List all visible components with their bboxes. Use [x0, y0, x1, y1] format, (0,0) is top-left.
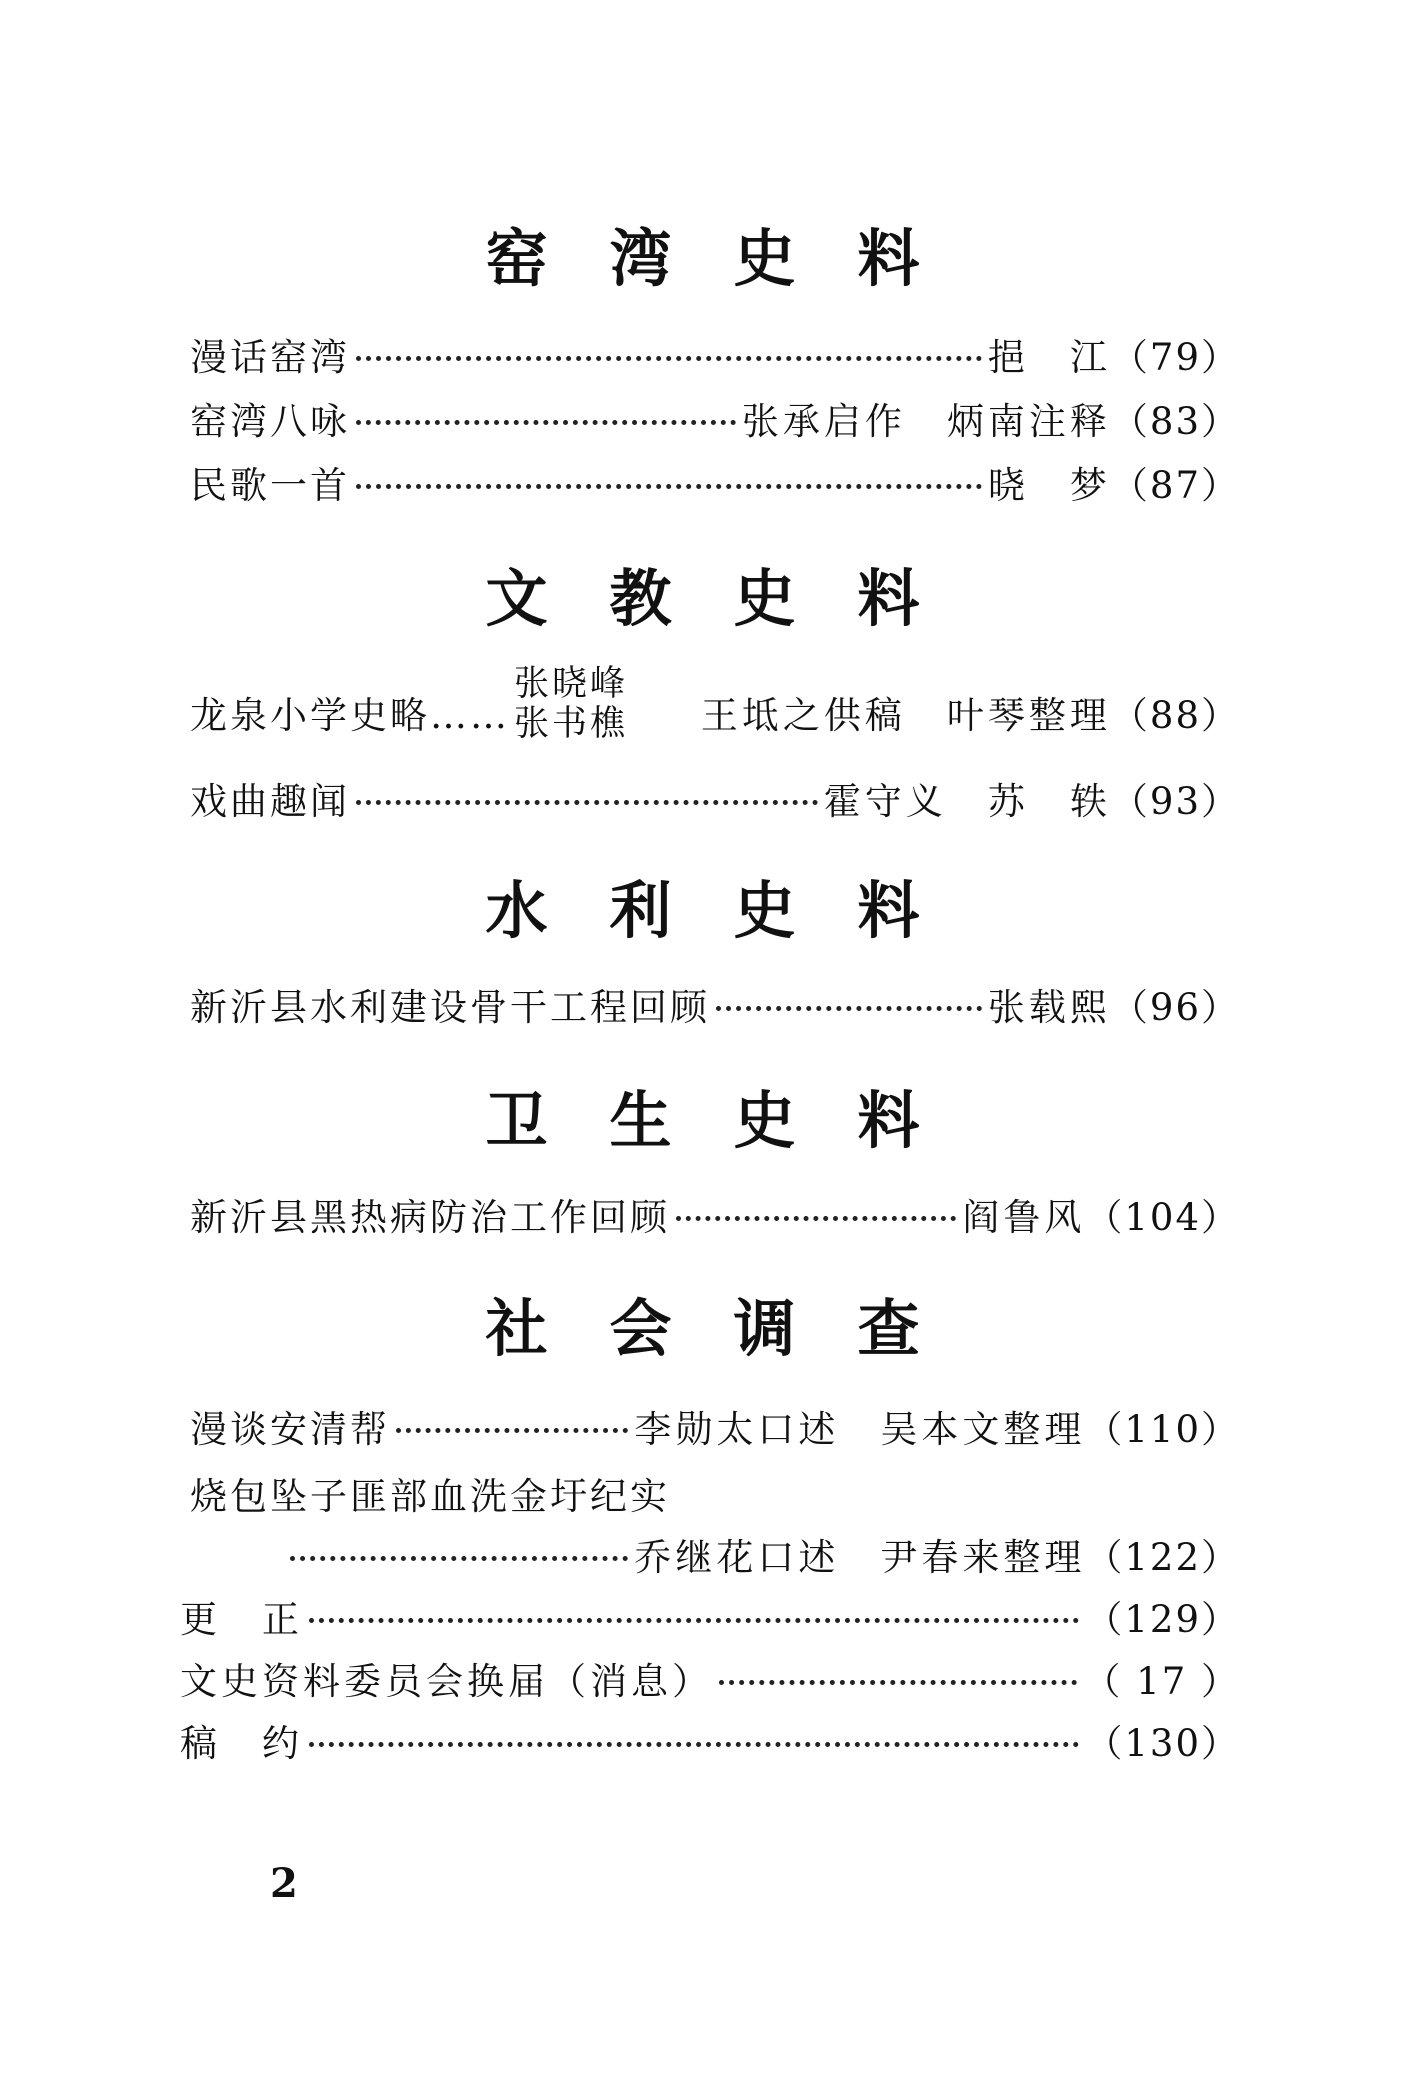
entry-title-multiline[interactable]: 烧包坠子匪部血洗金圩纪实	[190, 1475, 670, 1518]
toc-entry-continuation[interactable]	[290, 1528, 1240, 1580]
entry-title: 戏曲趣闻	[190, 780, 350, 823]
entry-author: 王坻之供稿 叶琴整理	[700, 694, 1111, 737]
entry-page: （129）	[1085, 1598, 1240, 1641]
toc-entry[interactable]	[190, 1400, 1240, 1452]
entry-title: 新沂县黑热病防治工作回顾	[190, 1196, 670, 1239]
section-heading-social-survey: 社会调查	[485, 1292, 982, 1365]
entry-author: 李勋太口述 吴本文整理	[634, 1408, 1086, 1451]
entry-title: 龙泉小学史略……	[190, 694, 510, 737]
toc-entry[interactable]	[190, 664, 1240, 744]
entry-author: 晓 梦	[987, 464, 1111, 507]
entry-page: （96）	[1110, 986, 1240, 1029]
dot-leader	[676, 1216, 956, 1221]
section-heading-health: 卫生史料	[485, 1084, 982, 1157]
entry-page: （122）	[1085, 1536, 1240, 1579]
toc-entry[interactable]	[190, 456, 1240, 508]
entry-title: 民歌一首	[190, 464, 350, 507]
entry-page: （110）	[1085, 1408, 1240, 1451]
section-heading-culture-education: 文教史料	[485, 562, 982, 635]
dot-leader	[356, 356, 982, 361]
dot-leader	[290, 1556, 628, 1561]
entry-page: （83）	[1110, 400, 1240, 443]
entry-author: 张承启作 炳南注释	[741, 400, 1111, 443]
entry-title: 漫谈安清帮	[190, 1408, 390, 1451]
entry-page: （104）	[1085, 1196, 1240, 1239]
toc-entry[interactable]	[190, 772, 1240, 824]
entry-author: 阎鲁风	[962, 1196, 1086, 1239]
toc-entry[interactable]	[190, 328, 1240, 380]
entry-author-stacked: 张书樵	[514, 704, 629, 744]
dot-leader	[719, 1680, 1077, 1685]
entry-title: 更 正	[180, 1598, 303, 1641]
section-heading-yaowan: 窑湾史料	[485, 222, 982, 295]
dot-leader	[396, 1428, 628, 1433]
page-number: 2	[270, 1860, 298, 1907]
entry-title: 文史资料委员会换届（消息）	[180, 1660, 713, 1703]
dot-leader	[356, 420, 736, 425]
toc-entry-call-for-papers[interactable]	[180, 1714, 1240, 1766]
entry-author: 霍守义 苏 轶	[823, 780, 1111, 823]
entry-title: 漫话窑湾	[190, 336, 350, 379]
entry-page: （87）	[1110, 464, 1240, 507]
dot-leader	[309, 1618, 1079, 1623]
entry-page: （79）	[1110, 336, 1240, 379]
dot-leader	[356, 800, 818, 805]
entry-page: （93）	[1110, 780, 1240, 823]
toc-entry[interactable]	[190, 392, 1240, 444]
dot-leader	[356, 484, 982, 489]
toc-entry-committee-news[interactable]	[180, 1652, 1240, 1704]
entry-title: 窑湾八咏	[190, 400, 350, 443]
entry-title: 稿 约	[180, 1722, 303, 1765]
entry-author-stacked: 张晓峰	[514, 664, 629, 704]
entry-author-stack	[514, 664, 628, 744]
entry-author: 乔继花口述 尹春来整理	[634, 1536, 1086, 1579]
toc-entry[interactable]	[190, 978, 1240, 1030]
entry-author: 张载熙	[987, 986, 1111, 1029]
entry-page: （130）	[1085, 1722, 1240, 1765]
entry-title: 新沂县水利建设骨干工程回顾	[190, 986, 710, 1029]
entry-page: （88）	[1110, 694, 1240, 737]
entry-author: 挹 江	[987, 336, 1111, 379]
dot-leader	[309, 1742, 1079, 1747]
entry-page: （ 17 ）	[1083, 1660, 1240, 1703]
toc-entry-corrections[interactable]	[180, 1590, 1240, 1642]
section-heading-water-conservancy: 水利史料	[485, 874, 982, 947]
dot-leader	[716, 1006, 982, 1011]
toc-entry[interactable]	[190, 1188, 1240, 1240]
